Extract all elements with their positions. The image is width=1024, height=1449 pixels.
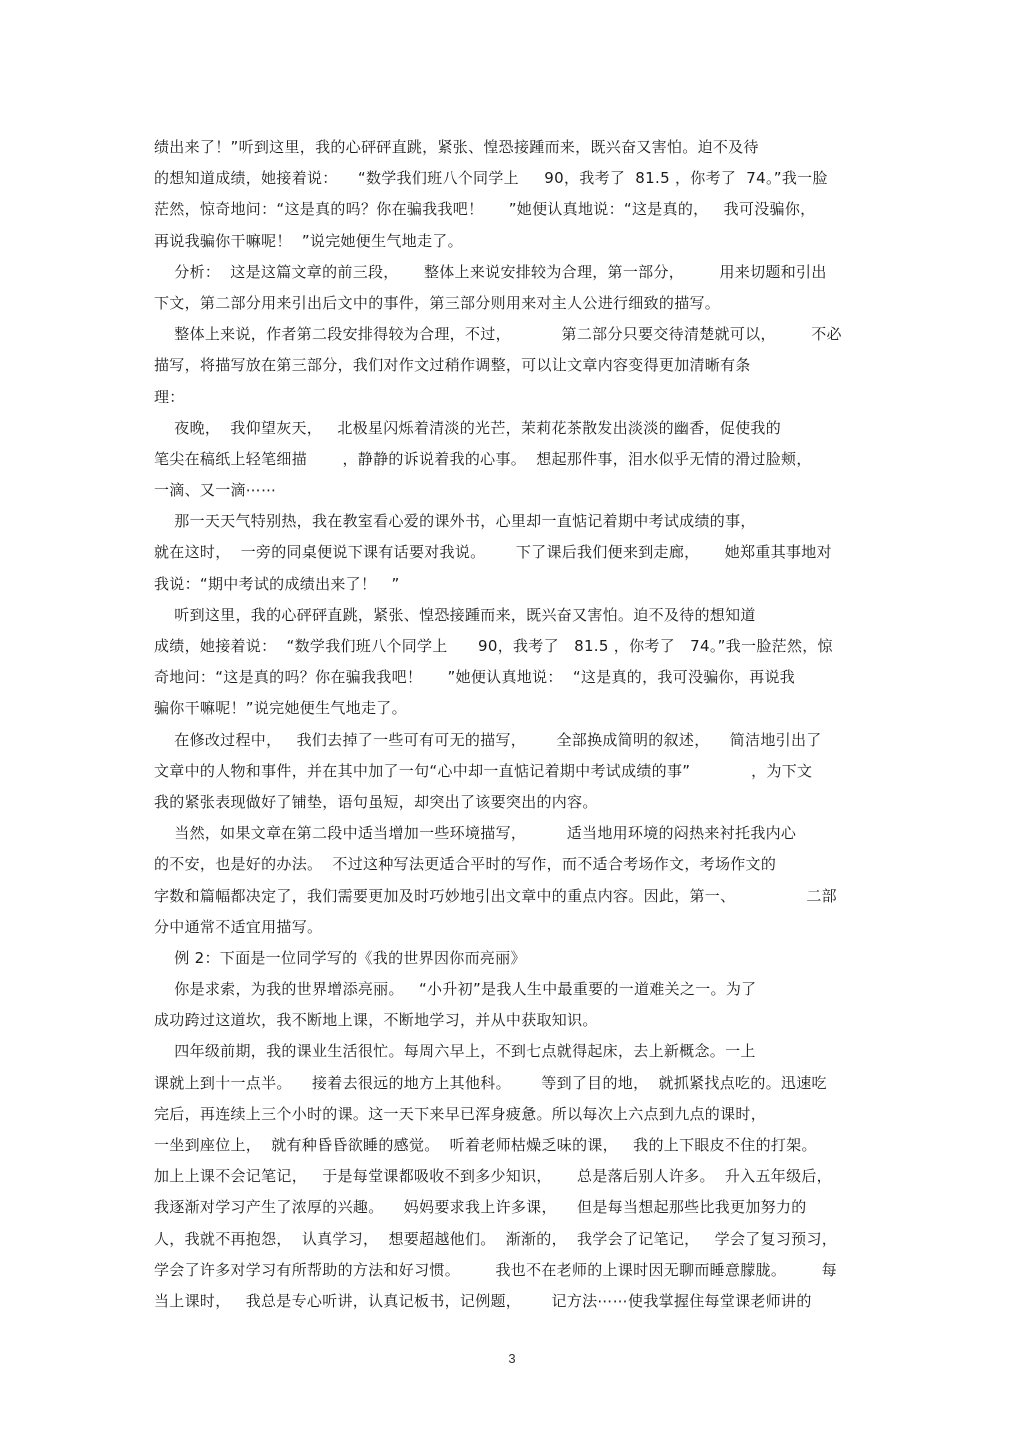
- text-line: 加上上课不会记笔记， 于是每堂课都吸收不到多少知识， 总是落后别人许多。 升入五年级后，: [154, 1167, 832, 1186]
- text-line: 成绩，她接着说： “数学我们班八个同学上 90，我考了 81.5 ，你考了 74。”我一脸茫然，惊: [154, 637, 833, 655]
- text-line: 那一天天气特别热，我在教室看心爱的课外书，心里却一直惦记着期中考试成绩的事，: [154, 512, 756, 531]
- text-line: 我的紧张表现做好了铺垫，语句虽短，却突出了该要突出的内容。: [154, 792, 598, 811]
- text-line: 当上课时， 我总是专心听讲，认真记板书，记例题， 记方法⋯⋯使我掌握住每堂课老师讲的: [154, 1291, 812, 1310]
- text-line: 夜晚， 我仰望灰天， 北极星闪烁着清淡的光芒，茉莉花茶散发出淡淡的幽香，促使我的: [154, 418, 782, 437]
- text-line: 一滴、又一滴⋯⋯: [154, 481, 277, 500]
- text-line: 理：: [154, 387, 185, 406]
- text-line: 的不安，也是好的办法。 不过这种写法更适合平时的写作，而不适合考场作文，考场作文的: [154, 855, 777, 874]
- text-line: 笔尖在稿纸上轻笔细描 ，静静的诉说着我的心事。 想起那件事，泪水似乎无情的滑过脸颊，: [154, 449, 812, 468]
- text-line: 茫然，惊奇地问：“这是真的吗？你在骗我我吧！ ”她便认真地说：“这是真的， 我可没骗你，: [154, 200, 816, 219]
- text-line: 例 2：下面是一位同学写的《我的世界因你而亮丽》: [154, 948, 526, 967]
- text-line: 分析： 这是这篇文章的前三段， 整体上来说安排较为合理，第一部分， 用来切题和引出: [154, 262, 827, 281]
- text-line: 的想知道成绩，她接着说： “数学我们班八个同学上 90，我考了 81.5 ，你考了 74。”我一脸: [154, 169, 828, 188]
- text-line: 绩出来了！”听到这里，我的心砰砰直跳，紧张、惶恐接踵而来，既兴奋又害怕。迫不及待: [154, 138, 759, 156]
- text-line: 一坐到座位上， 就有种昏昏欲睡的感觉。 听着老师枯燥乏味的课， 我的上下眼皮不住的打架。: [154, 1136, 817, 1154]
- text-line: 课就上到十一点半。 接着去很远的地方上其他科。 等到了目的地， 就抓紧找点吃的。迅速吃: [154, 1073, 827, 1092]
- document-body: [154, 132, 874, 1317]
- text-line: 我逐渐对学习产生了浓厚的兴趣。 妈妈要求我上许多课， 但是每当想起那些比我更加努力的: [154, 1198, 807, 1217]
- text-line: 人，我就不再抱怨， 认真学习， 想要超越他们。 渐渐的， 我学会了记笔记， 学会了复习预习，: [154, 1229, 838, 1248]
- text-line: 下文，第二部分用来引出后文中的事件，第三部分则用来对主人公进行细致的描写。: [154, 293, 721, 312]
- text-line: 学会了许多对学习有所帮助的方法和好习惯。 我也不在老师的上课时因无聊而睡意朦胧。 每: [154, 1260, 837, 1279]
- text-line: 完后，再连续上三个小时的课。这一天下来早已浑身疲惫。所以每次上六点到九点的课时，: [154, 1104, 767, 1123]
- page-number: 3: [508, 1351, 516, 1366]
- text-line: 文章中的人物和事件，并在其中加了一句“心中却一直惦记着期中考试成绩的事” ，为下文: [154, 761, 813, 780]
- text-line: 描写，将描写放在第三部分，我们对作文过稍作调整，可以让文章内容变得更加清晰有条: [154, 356, 751, 375]
- text-line: 听到这里，我的心砰砰直跳，紧张、惶恐接踵而来，既兴奋又害怕。迫不及待的想知道: [154, 605, 756, 624]
- text-line: 再说我骗你干嘛呢！ ”说完她便生气地走了。: [154, 231, 463, 250]
- text-line: 奇地问：“这是真的吗？你在骗我我吧！ ”她便认真地说： “这是真的，我可没骗你，再说我: [154, 668, 796, 687]
- text-line: 当然，如果文章在第二段中适当增加一些环境描写， 适当地用环境的闷热来衬托我内心: [154, 824, 797, 843]
- text-line: 在修改过程中， 我们去掉了一些可有可无的描写， 全部换成简明的叙述， 简洁地引出了: [154, 730, 822, 749]
- text-line: 我说：“期中考试的成绩出来了！ ”: [154, 574, 400, 593]
- text-line: 成功跨过这道坎，我不断地上课，不断地学习，并从中获取知识。: [154, 1011, 598, 1030]
- text-line: 字数和篇幅都决定了，我们需要更加及时巧妙地引出文章中的重点内容。因此，第一、 二部: [154, 886, 837, 905]
- text-line: 四年级前期，我的课业生活很忙。每周六早上，不到七点就得起床，去上新概念。一上: [154, 1042, 756, 1061]
- text-line: 整体上来说，作者第二段安排得较为合理，不过， 第二部分只要交待清楚就可以， 不必: [154, 325, 842, 344]
- text-line: 分中通常不适宜用描写。: [154, 917, 323, 936]
- text-line: 骗你干嘛呢！”说完她便生气地走了。: [154, 699, 407, 718]
- text-line: 你是求索，为我的世界增添亮丽。 “小升初”是我人生中最重要的一道难关之一。为了: [154, 980, 757, 999]
- text-line: 就在这时， 一旁的同桌便说下课有话要对我说。 下了课后我们便来到走廊， 她郑重其事地对: [154, 543, 832, 562]
